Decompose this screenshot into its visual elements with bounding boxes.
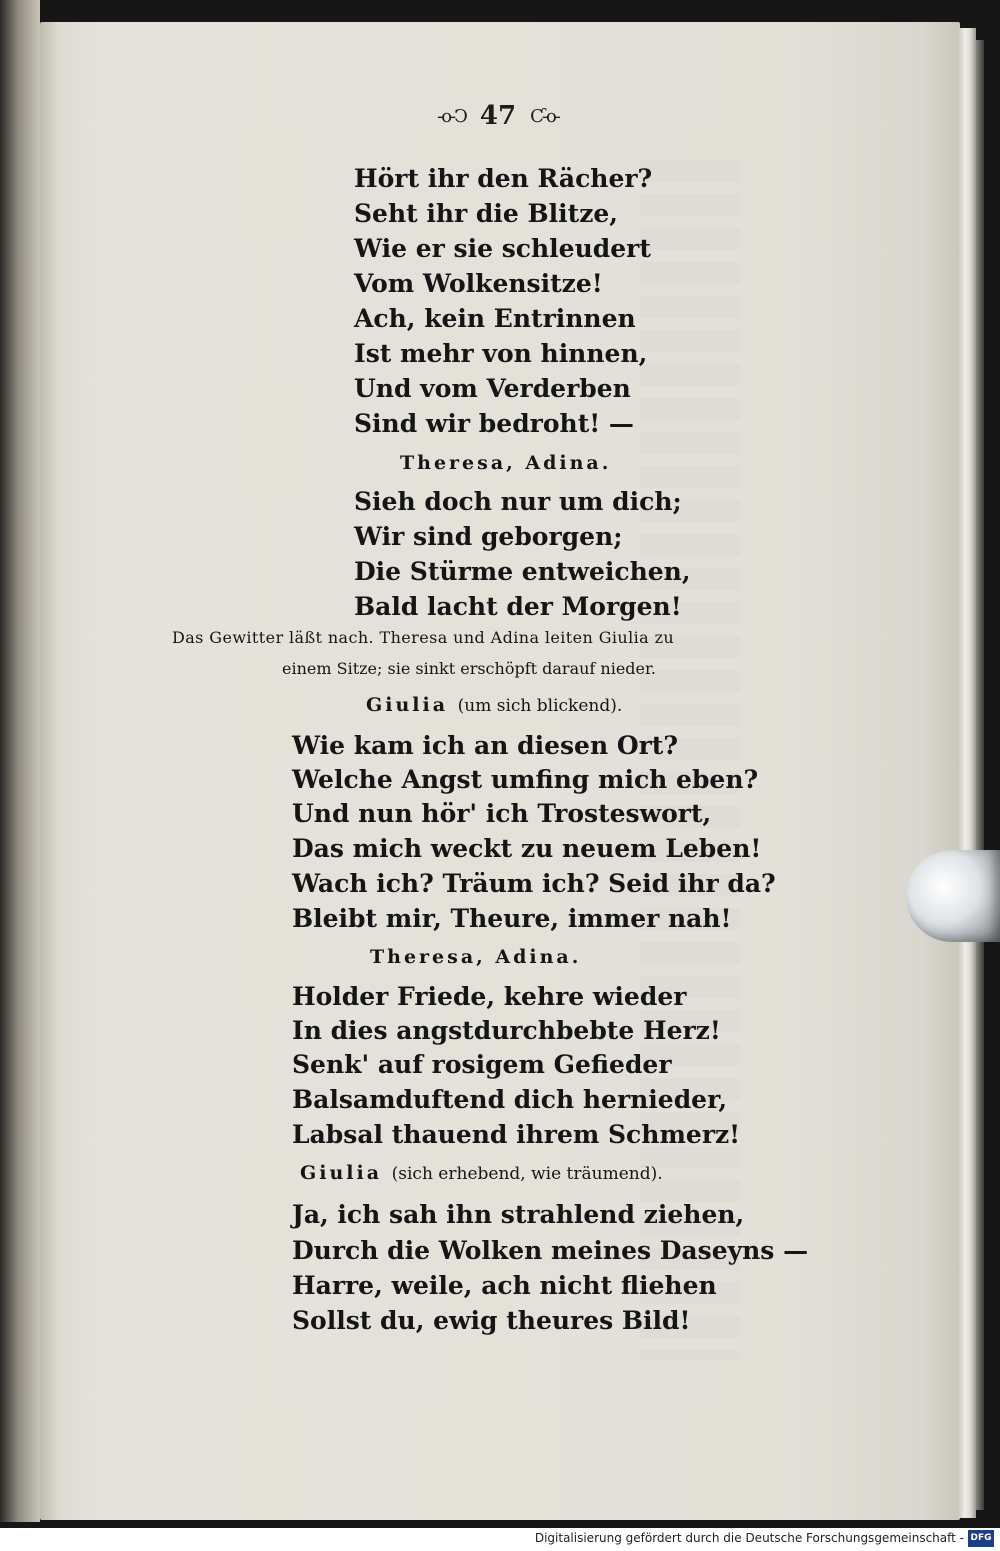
verse-line: Und nun hör' ich Trosteswort, <box>292 799 712 828</box>
verse-line: Ja, ich sah ihn strahlend ziehen, <box>292 1200 745 1229</box>
verse-line: Durch die Wolken meines Daseyns — <box>292 1236 809 1265</box>
verse-line: Sollst du, ewig theures Bild! <box>292 1306 691 1335</box>
facing-page-edge <box>0 0 40 1522</box>
page-number: 47 <box>479 101 517 131</box>
verse-line: Bald lacht der Morgen! <box>354 592 682 621</box>
verse-line: Die Stürme entweichen, <box>354 557 691 586</box>
verse-line: Sieh doch nur um dich; <box>354 487 682 516</box>
verse-line: Holder Friede, kehre wieder <box>292 982 687 1011</box>
verse-line: Das mich weckt zu neuem Leben! <box>292 834 762 863</box>
verse-line: Labsal thauend ihrem Schmerz! <box>292 1120 741 1149</box>
verse-line: Senk' auf rosigem Gefieder <box>292 1050 672 1079</box>
ornament-left: -o-Ↄ <box>437 105 466 127</box>
page-header <box>408 96 588 136</box>
page-clip-holder <box>906 850 1000 942</box>
verse-line: Harre, weile, ach nicht fliehen <box>292 1271 717 1300</box>
verse-line: Wie kam ich an diesen Ort? <box>292 731 678 760</box>
verse-line: Wie er sie schleudert <box>354 234 651 263</box>
verse-line: Balsamduftend dich hernieder, <box>292 1085 728 1114</box>
ornament-right: Ƈ-o- <box>530 105 559 127</box>
speaker-name: Giulia <box>300 1162 383 1184</box>
verse-line: Ist mehr von hinnen, <box>354 339 648 368</box>
speaker-direction: (sich erhebend, wie träumend). <box>391 1164 663 1184</box>
page-stack-shadow <box>976 40 984 1510</box>
dfg-logo: DFG <box>968 1530 994 1547</box>
speaker-heading: Theresa, Adina. <box>370 946 582 968</box>
speaker-heading <box>300 1160 663 1187</box>
verse-line: Welche Angst umfing mich eben? <box>292 765 759 794</box>
verse-line: Seht ihr die Blitze, <box>354 199 619 228</box>
verse-line: Sind wir bedroht! — <box>354 409 634 438</box>
verse-line: Ach, kein Entrinnen <box>354 304 636 333</box>
speaker-direction: (um sich blickend). <box>457 696 623 716</box>
verse-line: Hört ihr den Rächer? <box>354 164 653 193</box>
verse-line: Und vom Verderben <box>354 374 631 403</box>
stage-direction: einem Sitze; sie sinkt erschöpft darauf nieder. <box>282 659 656 678</box>
funding-credit: Digitalisierung gefördert durch die Deutsche Forschungsgemeinschaft - <box>534 1531 964 1545</box>
stage-direction: Das Gewitter läßt nach. Theresa und Adina leiten Giulia zu <box>172 628 675 647</box>
verse-line: Wach ich? Träum ich? Seid ihr da? <box>292 869 776 898</box>
speaker-name: Giulia <box>366 694 449 716</box>
verse-line: Vom Wolkensitze! <box>354 269 603 298</box>
speaker-heading: Theresa, Adina. <box>400 452 612 474</box>
verse-line: In dies angstdurchbebte Herz! <box>292 1016 721 1045</box>
speaker-heading <box>366 692 622 719</box>
page-stack-edge <box>958 28 976 1518</box>
verse-line: Wir sind geborgen; <box>354 522 623 551</box>
verse-line: Bleibt mir, Theure, immer nah! <box>292 904 732 933</box>
